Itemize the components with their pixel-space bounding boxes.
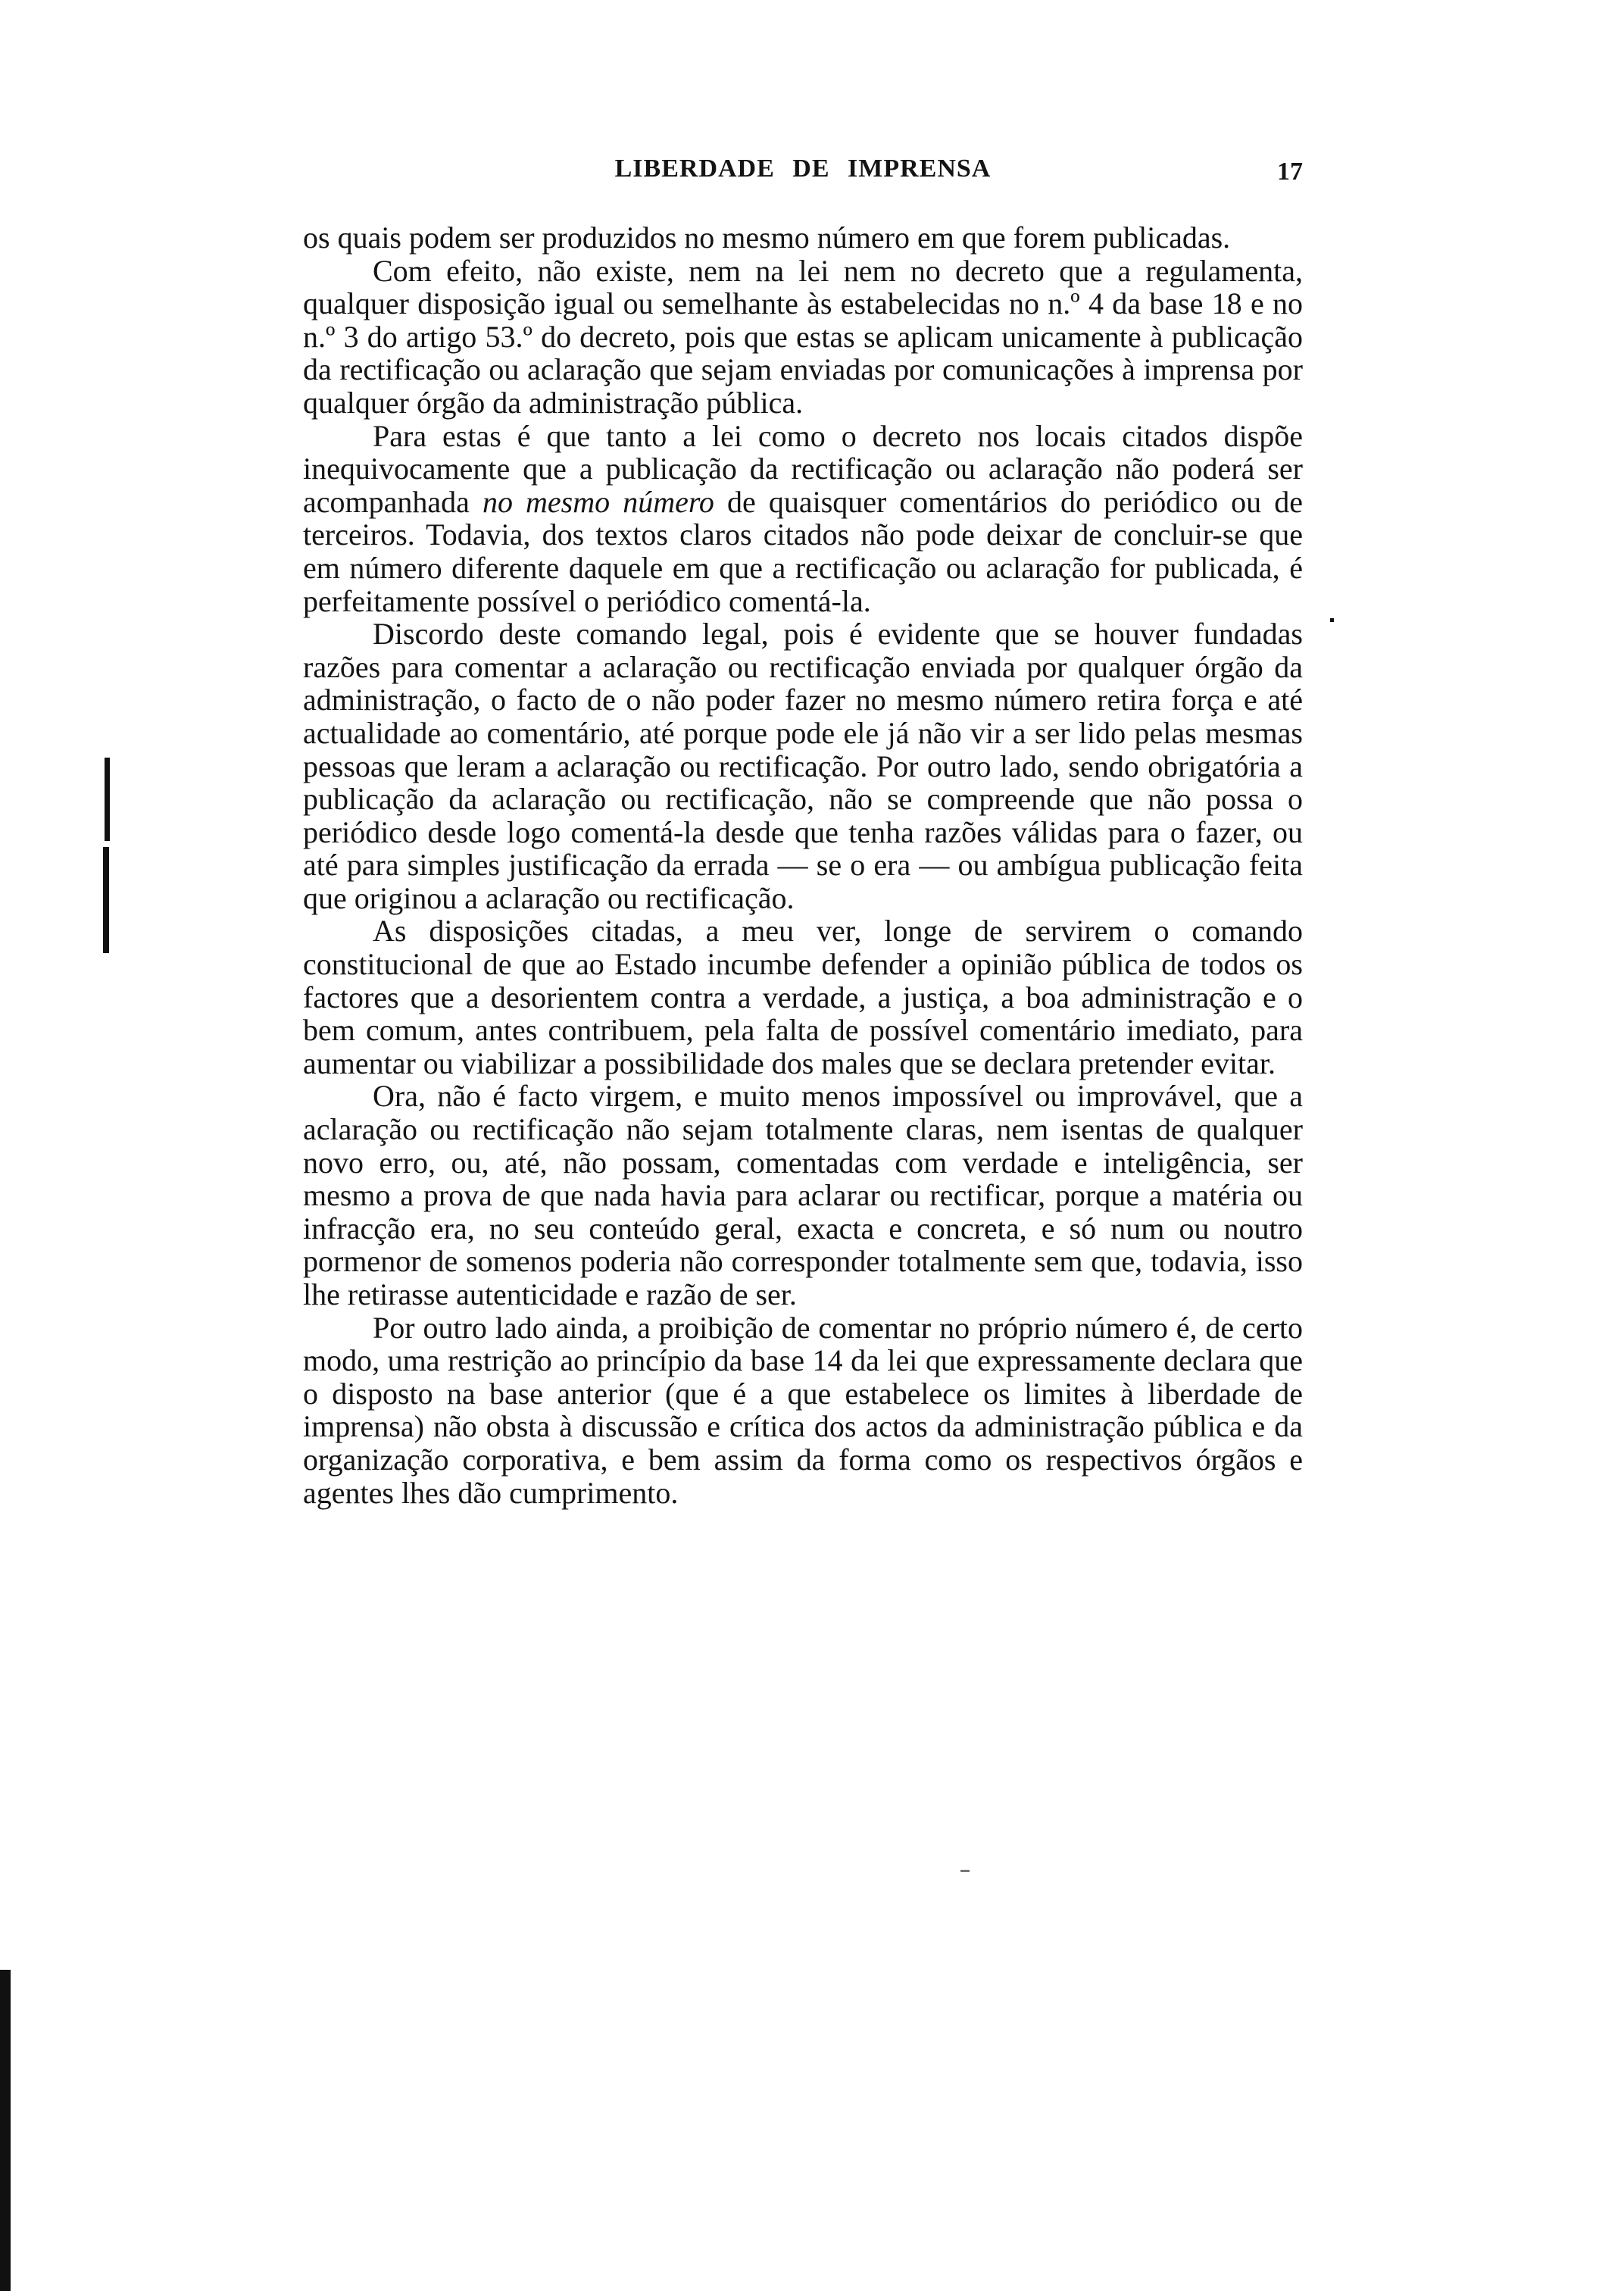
paragraph: Por outro lado ainda, a proibição de comentar no próprio número é, de certo modo, uma restrição ao princípio da base 14 da lei que expressamente declara que o disposto na base anterior (que é a que estabelece os limites à liberdade de imprensa) não obsta à discussão e crítica dos actos da administração pública e da organização corporativa, e bem assim da forma como os respectivos órgãos e agentes lhes dão cumprimento. [303,1310,1303,1510]
paragraph-continuation: os quais podem ser produzidos no mesmo número em que forem publicadas. [303,220,1231,255]
scan-dot [1330,618,1334,622]
paragraph-text: de quaisquer comentários do periódico ou de terceiros. Todavia, dos textos claros citados não pode deixar de concluir-se que em número diferente daquele em que a rectificação ou aclaração for publicada, é perfeitamente possível o periódico comentá-la. [303,484,1303,618]
paragraph: Com efeito, não existe, nem na lei nem no decreto que a regulamenta, qualquer disposição igual ou semelhante às estabelecidas no n.º 4 da base 18 e no n.º 3 do artigo 53.º do decreto, pois que estas se aplicam unicamente à publicação da rectificação ou aclaração que sejam enviadas por comunicações à imprensa por qualquer órgão da administração pública. [303,253,1303,420]
page-number: 17 [1277,158,1303,186]
page-header [303,150,1303,189]
paragraph: Discordo deste comando legal, pois é evidente que se houver fundadas razões para comentar a aclaração ou rectificação enviada por qualquer órgão da administração, o facto de o não poder fazer no mesmo número retira força e até actualidade ao comentário, até porque pode ele já não vir a ser lido pelas mesmas pessoas que leram a aclaração ou rectificação. Por outro lado, sendo obrigatória a publicação da aclaração ou rectificação, não se compreende que não possa o periódico desde logo comentá-la desde que tenha razões válidas para o fazer, ou até para simples justificação da errada — se o era — ou ambígua publicação feita que originou a aclaração ou rectificação. [303,617,1303,915]
emphasis-text: no mesmo número [482,484,714,519]
paragraph: Ora, não é facto virgem, e muito menos impossível ou improvável, que a aclaração ou rectificação não sejam totalmente claras, nem isentas de qualquer novo erro, ou, até, não possam, comentadas com verdade e inteligência, ser mesmo a prova de que nada havia para aclarar ou rectificar, porque a matéria ou infracção era, no seu conteúdo geral, exacta e concreta, e só num ou noutro pormenor de somenos poderia não corresponder totalmente sem que, todavia, isso lhe retirasse autenticidade e razão de ser. [303,1079,1303,1311]
margin-mark [105,758,110,841]
scan-dot [960,1870,970,1872]
paragraph: As disposições citadas, a meu ver, longe de servirem o comando constitucional de que ao Estado incumbe defender a opinião pública de todos os factores que a desorientem contra a verdade, a justiça, a boa administração e o bem comum, antes contribuem, pela falta de possível comentário imediato, para aumentar ou viabilizar a possibilidade dos males que se declara pretender evitar. [303,914,1303,1080]
margin-mark [103,847,109,953]
running-head: LIBERDADE DE IMPRENSA [614,155,992,183]
paragraph [303,420,1303,618]
body-text [303,221,1303,1509]
paragraph-text: Para estas é que tanto a lei como o decreto nos locais citados dispõe inequivocamente que a publicação da rectificação ou aclaração não poderá ser acompanhada [303,418,1303,519]
page-edge-mark [0,1970,11,2291]
